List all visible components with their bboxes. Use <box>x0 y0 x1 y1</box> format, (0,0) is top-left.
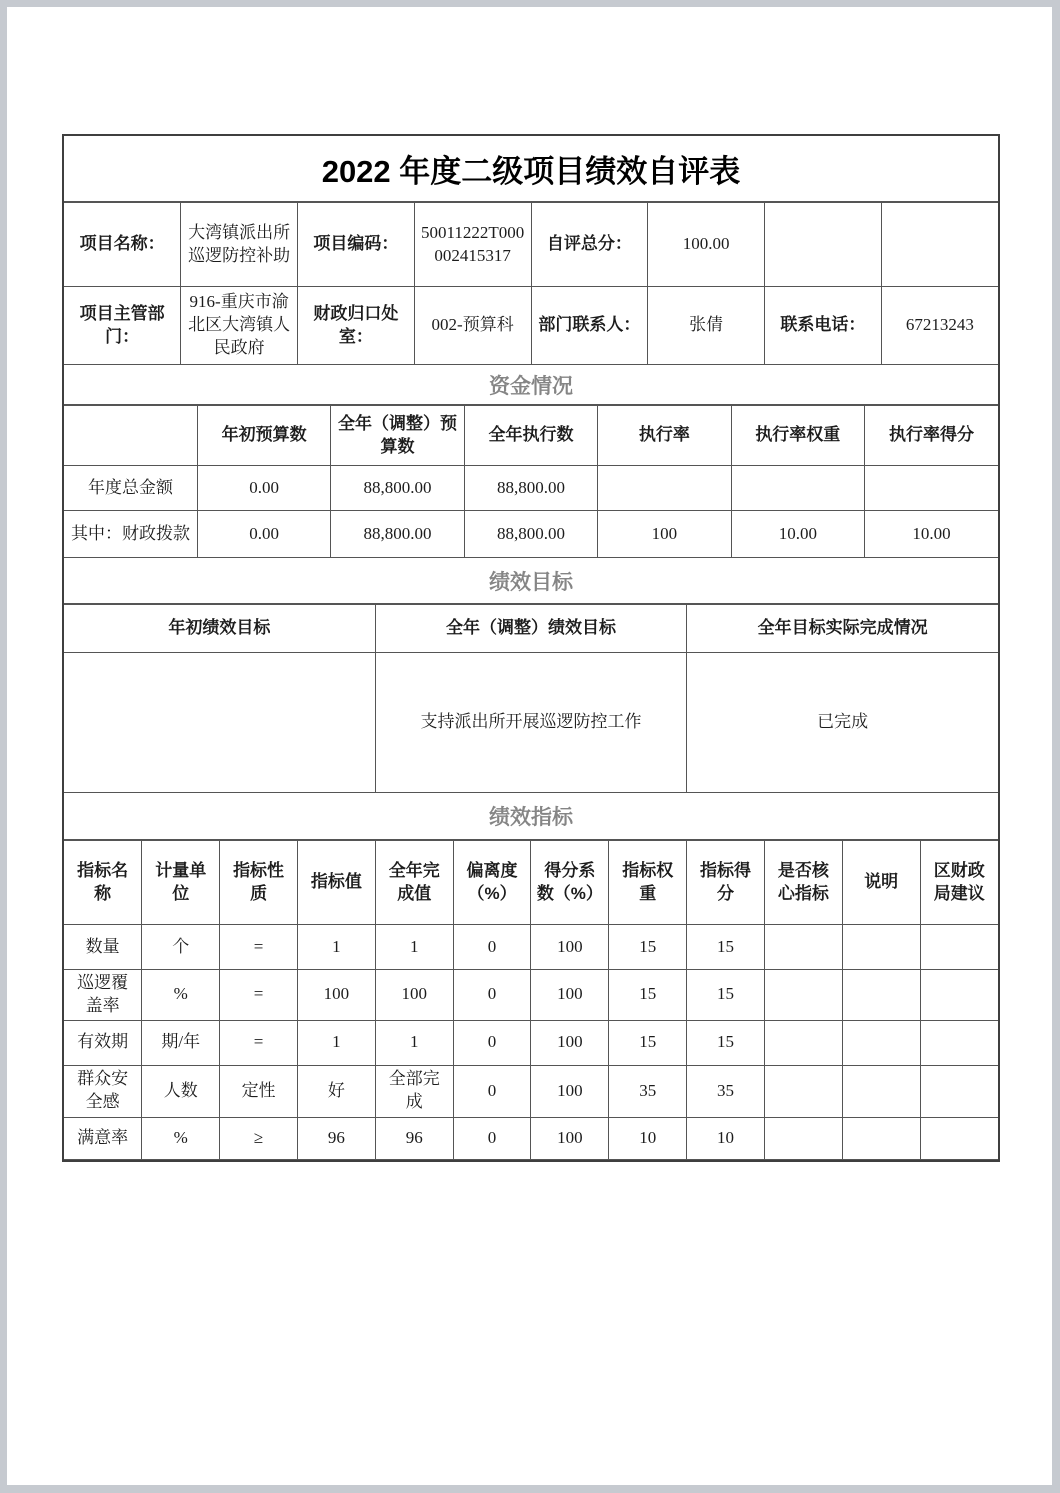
table-cell: 15 <box>687 1020 765 1065</box>
empty-cell <box>765 203 882 287</box>
goals-table <box>64 604 998 793</box>
supervisor-dept-value: 916-重庆市渝北区大湾镇人民政府 <box>181 287 298 365</box>
column-header: 是否核心指标 <box>764 841 842 925</box>
supervisor-dept-label: 项目主管部门： <box>64 287 181 365</box>
table-cell <box>764 970 842 1021</box>
table-cell: % <box>142 970 220 1021</box>
table-cell: 10.00 <box>731 511 864 558</box>
table-cell: 96 <box>297 1117 375 1159</box>
column-header: 指标值 <box>297 841 375 925</box>
table-cell: 100 <box>531 925 609 970</box>
table-row <box>64 466 998 511</box>
table-header-row <box>64 406 998 466</box>
contact-phone-value: 67213243 <box>881 287 998 365</box>
page-background <box>7 7 1052 1485</box>
table-cell: = <box>220 925 298 970</box>
form-title: 2022 年度二级项目绩效自评表 <box>64 136 998 202</box>
project-info-table <box>64 202 998 365</box>
table-cell: 10 <box>687 1117 765 1159</box>
table-cell <box>865 466 998 511</box>
table-cell: 好 <box>297 1065 375 1117</box>
indicator-name: 巡逻覆盖率 <box>64 970 142 1021</box>
table-cell <box>920 1020 998 1065</box>
table-cell: 1 <box>297 1020 375 1065</box>
table-cell <box>842 1065 920 1117</box>
indicator-row <box>64 970 998 1021</box>
column-header: 执行率权重 <box>731 406 864 466</box>
indicator-row <box>64 1117 998 1159</box>
initial-goal-cell <box>64 653 375 793</box>
column-header: 指标性质 <box>220 841 298 925</box>
goals-section-header: 绩效目标 <box>64 558 998 604</box>
column-header: 得分系数（%） <box>531 841 609 925</box>
table-cell: 15 <box>687 970 765 1021</box>
table-cell <box>842 970 920 1021</box>
finance-office-value: 002-预算科 <box>414 287 531 365</box>
table-cell: 1 <box>297 925 375 970</box>
table-cell: 88,800.00 <box>331 511 464 558</box>
column-header: 计量单位 <box>142 841 220 925</box>
indicator-row <box>64 925 998 970</box>
empty-cell <box>881 203 998 287</box>
table-cell: 15 <box>687 925 765 970</box>
table-cell: 0 <box>453 1065 531 1117</box>
indicator-name: 满意率 <box>64 1117 142 1159</box>
indicator-row <box>64 1065 998 1117</box>
adjusted-goal-cell: 支持派出所开展巡逻防控工作 <box>375 653 686 793</box>
table-cell <box>842 1117 920 1159</box>
row-label: 年度总金额 <box>64 466 197 511</box>
contact-person-value: 张倩 <box>648 287 765 365</box>
table-cell: 15 <box>609 970 687 1021</box>
table-cell: 0 <box>453 970 531 1021</box>
table-row <box>64 653 998 793</box>
table-cell: 100 <box>297 970 375 1021</box>
table-cell: % <box>142 1117 220 1159</box>
column-header: 全年执行数 <box>464 406 597 466</box>
table-cell: 88,800.00 <box>331 466 464 511</box>
table-cell: 100 <box>531 1117 609 1159</box>
self-score-label: 自评总分： <box>531 203 648 287</box>
table-cell <box>842 925 920 970</box>
table-cell: 88,800.00 <box>464 466 597 511</box>
table-cell: 0.00 <box>197 511 330 558</box>
table-cell <box>764 1020 842 1065</box>
table-cell: 定性 <box>220 1065 298 1117</box>
table-cell <box>764 1065 842 1117</box>
column-header: 区财政局建议 <box>920 841 998 925</box>
table-cell: 期/年 <box>142 1020 220 1065</box>
contact-person-label: 部门联系人： <box>531 287 648 365</box>
table-cell: 35 <box>609 1065 687 1117</box>
column-header: 说明 <box>842 841 920 925</box>
funding-section-header: 资金情况 <box>64 365 998 405</box>
table-cell <box>731 466 864 511</box>
table-cell: 100 <box>531 1065 609 1117</box>
table-cell: 88,800.00 <box>464 511 597 558</box>
project-code-value: 50011222T000002415317 <box>414 203 531 287</box>
table-cell <box>920 925 998 970</box>
table-row <box>64 287 998 365</box>
finance-office-label: 财政归口处室： <box>298 287 415 365</box>
column-header: 年初预算数 <box>197 406 330 466</box>
table-cell: = <box>220 1020 298 1065</box>
column-header: 指标权重 <box>609 841 687 925</box>
table-cell: 全部完成 <box>375 1065 453 1117</box>
indicator-name: 数量 <box>64 925 142 970</box>
table-cell: 10.00 <box>865 511 998 558</box>
column-header: 全年目标实际完成情况 <box>687 605 998 653</box>
table-cell <box>920 1065 998 1117</box>
column-header: 全年完成值 <box>375 841 453 925</box>
column-header: 年初绩效目标 <box>64 605 375 653</box>
self-score-value: 100.00 <box>648 203 765 287</box>
table-cell <box>598 466 731 511</box>
table-cell: 0.00 <box>197 466 330 511</box>
completion-status-cell: 已完成 <box>687 653 998 793</box>
project-name-label: 项目名称： <box>64 203 181 287</box>
table-cell: 15 <box>609 925 687 970</box>
funding-table <box>64 405 998 558</box>
table-header-row <box>64 841 998 925</box>
table-row <box>64 511 998 558</box>
column-header: 指标得分 <box>687 841 765 925</box>
table-cell <box>764 1117 842 1159</box>
table-cell <box>842 1020 920 1065</box>
indicator-name: 有效期 <box>64 1020 142 1065</box>
indicator-row <box>64 1020 998 1065</box>
table-cell: 0 <box>453 1020 531 1065</box>
column-header: 全年（调整）预算数 <box>331 406 464 466</box>
table-cell <box>920 970 998 1021</box>
table-cell <box>920 1117 998 1159</box>
table-cell: 0 <box>453 925 531 970</box>
column-header <box>64 406 197 466</box>
table-cell <box>764 925 842 970</box>
column-header: 指标名称 <box>64 841 142 925</box>
column-header: 执行率 <box>598 406 731 466</box>
indicators-section-header: 绩效指标 <box>64 793 998 840</box>
indicator-name: 群众安全感 <box>64 1065 142 1117</box>
table-cell: 10 <box>609 1117 687 1159</box>
table-cell: ≥ <box>220 1117 298 1159</box>
table-cell: 15 <box>609 1020 687 1065</box>
table-cell: 100 <box>375 970 453 1021</box>
table-cell: 100 <box>531 1020 609 1065</box>
table-cell: 100 <box>531 970 609 1021</box>
table-cell: 96 <box>375 1117 453 1159</box>
column-header: 执行率得分 <box>865 406 998 466</box>
column-header: 偏离度（%） <box>453 841 531 925</box>
table-cell: 人数 <box>142 1065 220 1117</box>
column-header: 全年（调整）绩效目标 <box>375 605 686 653</box>
table-cell: 1 <box>375 1020 453 1065</box>
table-cell: = <box>220 970 298 1021</box>
row-label: 其中：财政拨款 <box>64 511 197 558</box>
table-cell: 个 <box>142 925 220 970</box>
project-name-value: 大湾镇派出所巡逻防控补助 <box>181 203 298 287</box>
table-cell: 100 <box>598 511 731 558</box>
table-header-row <box>64 605 998 653</box>
table-cell: 35 <box>687 1065 765 1117</box>
table-row <box>64 203 998 287</box>
project-code-label: 项目编码： <box>298 203 415 287</box>
indicators-table <box>64 840 998 1160</box>
contact-phone-label: 联系电话： <box>765 287 882 365</box>
self-evaluation-form <box>62 134 1000 1162</box>
table-cell: 1 <box>375 925 453 970</box>
table-cell: 0 <box>453 1117 531 1159</box>
